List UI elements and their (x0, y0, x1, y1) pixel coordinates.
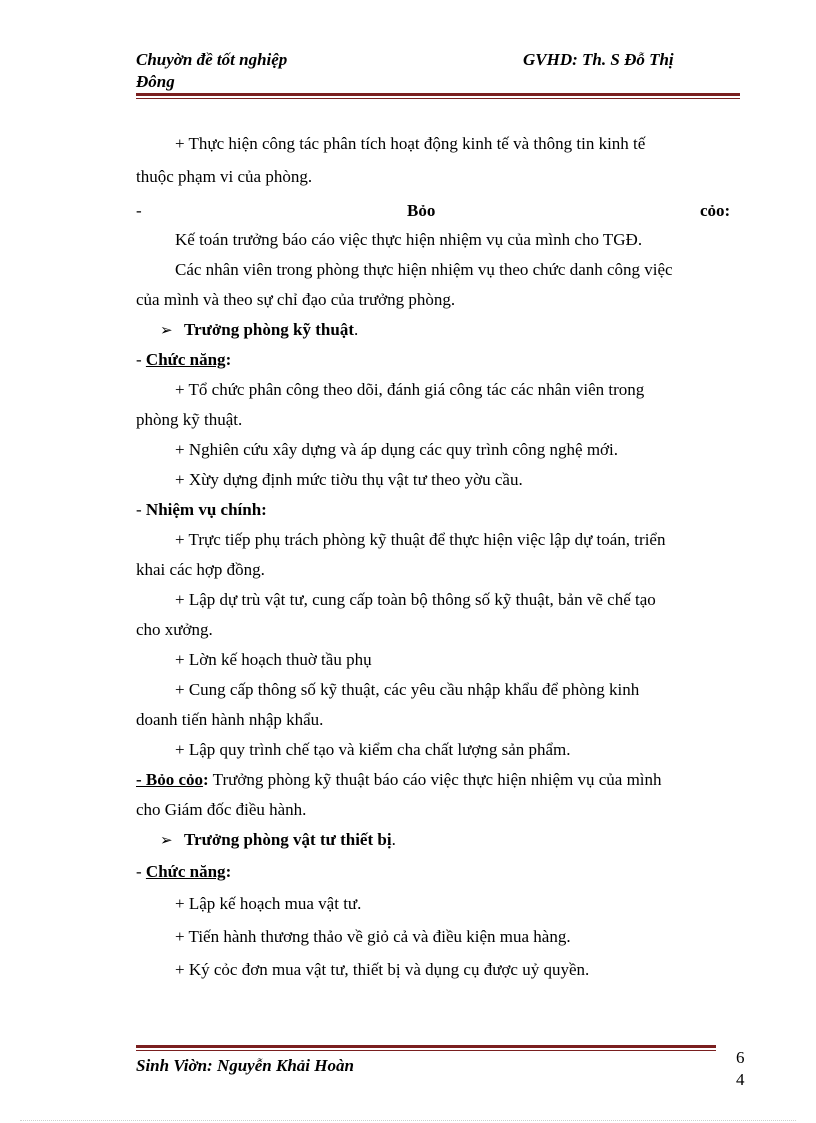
label-text: Chức năng (145, 862, 226, 881)
label-text: Nhiệm vụ chính: (145, 500, 267, 519)
header-left-line2: Đông (136, 72, 175, 91)
section-period: . (391, 830, 396, 849)
section-heading-vat-tu (160, 829, 396, 852)
body-line: + Trực tiếp phụ trách phòng kỹ thuật để thực hiện việc lập dự toán, triển (175, 530, 666, 549)
body-line: + Lập kế hoạch mua vật tư. (175, 894, 362, 913)
label-chuc-nang-2 (136, 861, 231, 883)
label-dash: - (136, 862, 142, 881)
arrow-bullet-icon: ➢ (160, 833, 173, 849)
body-line: + Lập dự trù vật tư, cung cấp toàn bộ thông số kỹ thuật, bản vẽ chế tạo (175, 590, 656, 609)
section-title: Trưởng phòng vật tư thiết bị (184, 830, 392, 849)
body-line: + Tổ chức phân công theo dõi, đánh giá công tác các nhân viên trong (175, 380, 645, 399)
label-colon: : (225, 862, 232, 881)
header-rule-thin (136, 98, 740, 99)
header-right: GVHD: Th. S Đỗ Thị (523, 50, 674, 69)
footer-rule-thick (136, 1045, 716, 1048)
page-number-digit2: 4 (736, 1070, 745, 1089)
body-line: khai các hợp đồng. (136, 560, 265, 579)
body-line: + Lờn kế hoạch thuờ tầu phụ (175, 650, 372, 669)
body-line: thuộc phạm vi của phòng. (136, 167, 313, 186)
body-line: của mình và theo sự chỉ đạo của trưởng phòng. (136, 290, 456, 309)
label-dash: - (136, 350, 142, 369)
body-dash: - (136, 201, 142, 220)
bao-cao-line (136, 769, 662, 791)
label-bao-cao: - Bỏo cỏo (136, 770, 204, 789)
header-left-line1: Chuyờn đề tốt nghiệp (136, 50, 288, 69)
body-line: cho xưởng. (136, 620, 213, 639)
body-line: + Ký cỏc đơn mua vật tư, thiết bị và dụng cụ được uỷ quyền. (175, 960, 590, 979)
body-line: + Lập quy trình chế tạo và kiểm cha chất lượng sản phẩm. (175, 740, 571, 759)
label-text: Chức năng (145, 350, 226, 369)
label-dash: - (136, 500, 142, 519)
section-title: Trưởng phòng kỹ thuật (184, 320, 354, 339)
body-line: + Thực hiện công tác phân tích hoạt động kinh tế và thông tin kinh tế (175, 134, 646, 153)
body-line: cho Giám đốc điều hành. (136, 800, 307, 819)
section-heading-ky-thuat (160, 319, 358, 342)
label-nhiem-vu (136, 499, 267, 521)
footer-author: Sinh Viờn: Nguyễn Khải Hoàn (136, 1056, 354, 1075)
label-colon: : (203, 770, 209, 789)
header-rule-thick (136, 93, 740, 96)
label-chuc-nang (136, 349, 231, 371)
body-line: Các nhân viên trong phòng thực hiện nhiệm vụ theo chức danh công việc (175, 260, 673, 279)
bao-cao-word2: cỏo: (700, 201, 731, 220)
bao-cao-text: Trưởng phòng kỹ thuật báo cáo việc thực hiện nhiệm vụ của mình (208, 770, 662, 789)
section-period: . (354, 320, 359, 339)
page-number-digit1: 6 (736, 1048, 745, 1067)
page-bottom-dotted-line (20, 1120, 796, 1121)
body-line: Kế toán trưởng báo cáo việc thực hiện nhiệm vụ của mình cho TGĐ. (175, 230, 643, 249)
label-colon: : (225, 350, 232, 369)
body-line: + Xừy dựng định mức tiờu thụ vật tư theo yờu cầu. (175, 470, 523, 489)
body-line: + Nghiên cứu xây dựng và áp dụng các quy trình công nghệ mới. (175, 440, 619, 459)
body-line: doanh tiến hành nhập khẩu. (136, 710, 324, 729)
bao-cao-word1: Bỏo (407, 201, 436, 220)
body-line: + Tiến hành thương thảo về giỏ cả và điều kiện mua hàng. (175, 927, 571, 946)
body-line: + Cung cấp thông số kỹ thuật, các yêu cầu nhập khẩu để phòng kinh (175, 680, 640, 699)
footer-rule-thin (136, 1050, 716, 1051)
body-line: phòng kỹ thuật. (136, 410, 243, 429)
arrow-bullet-icon: ➢ (160, 323, 173, 339)
